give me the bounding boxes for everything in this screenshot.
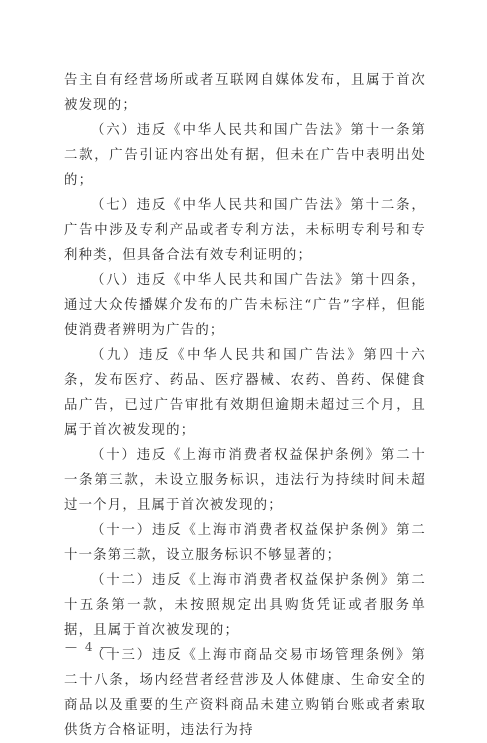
paragraph-item-9: （九）违反《中华人民共和国广告法》第四十六条，发布医疗、药品、医疗器械、农药、兽药、保健食品广告，已过广告审批有效期但逾期未超过三个月，且属于首次被发现的； [64,348,426,438]
document-body [64,68,426,743]
paragraph-item-6: （六）违反《中华人民共和国广告法》第十一条第二款，广告引证内容出处有据，但未在广告中表明出处的； [64,123,426,188]
paragraph-item-13: （十三）违反《上海市商品交易市场管理条例》第二十八条，场内经营者经营涉及人体健康、生命安全的商品以及重要的生产资料商品未建立购销台账或者索取供货方合格证明，违法行为持 [64,648,426,738]
paragraph-item-7: （七）违反《中华人民共和国广告法》第十二条，广告中涉及专利产品或者专利方法，未标明专利号和专利种类，但具备合法有效专利证明的； [64,198,426,263]
paragraph-item-8: （八）违反《中华人民共和国广告法》第十四条，通过大众传播媒介发布的广告未标注“广告”字样，但能使消费者辨明为广告的； [64,273,426,338]
page-number: — 4 — [65,640,115,654]
paragraph-item-12: （十二）违反《上海市消费者权益保护条例》第二十五条第一款，未按照规定出具购货凭证或者服务单据，且属于首次被发现的； [64,573,426,638]
paragraph-continuation: 告主自有经营场所或者互联网自媒体发布，且属于首次被发现的； [64,73,426,113]
paragraph-item-10: （十）违反《上海市消费者权益保护条例》第二十一条第三款，未设立服务标识，违法行为持续时间未超过一个月，且属于首次被发现的； [64,448,426,513]
paragraph-item-11: （十一）违反《上海市消费者权益保护条例》第二十一条第三款，设立服务标识不够显著的； [64,523,426,563]
